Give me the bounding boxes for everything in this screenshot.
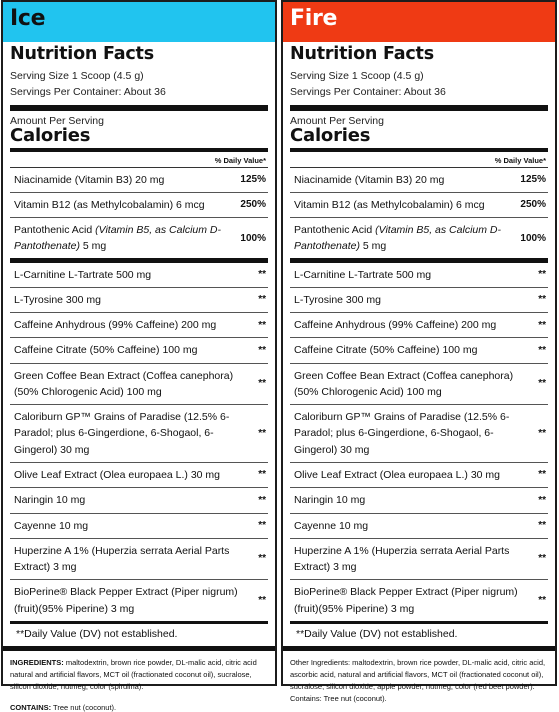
nutrient-name-italic: (Vitamin B5, as Calcium D-Pantothenate) — [294, 224, 501, 253]
daily-value: ** — [538, 319, 546, 331]
ingredient-name: L-Tyrosine 300 mg — [14, 293, 101, 306]
ingredient-row — [290, 539, 548, 581]
ingredient-rows — [290, 263, 548, 621]
ingredient-row — [10, 514, 268, 539]
ingredient-name: Green Coffee Bean Extract (Coffea canephora) (50% Chlorogenic Acid) 100 mg — [14, 369, 234, 398]
daily-value: ** — [538, 294, 546, 306]
daily-value: ** — [258, 427, 266, 439]
ingredient-row — [10, 288, 268, 313]
nutrient-name: Vitamin B12 (as Methylcobalamin) 6 mcg — [14, 198, 205, 211]
serving-info — [10, 68, 268, 101]
ingredient-row — [290, 364, 548, 406]
daily-value-header: % Daily Value* — [290, 152, 548, 168]
nutrient-name-amount: 5 mg — [79, 240, 107, 253]
daily-value: ** — [538, 427, 546, 439]
calories-heading: Calories — [290, 124, 371, 146]
fire-label-panel — [281, 0, 557, 703]
contains-label: CONTAINS: — [10, 702, 52, 712]
ingredient-row — [10, 539, 268, 581]
daily-value: 125% — [240, 173, 266, 185]
daily-value: 100% — [240, 232, 266, 244]
ingredients-text: Other Ingredients: maltodextrin, brown rice powder, DL-malic acid, citric acid, ascorbic acid, natural and artificial flavors, MCT oil (fractionated coconut oil), sucralose, silicon dioxide, apple powder, nutmeg, color (red beet powder). Contains: Tree nut (coconut). — [290, 657, 546, 703]
ingredient-row — [290, 580, 548, 621]
ingredient-row — [10, 463, 268, 488]
nutrient-name-plain: Pantothenic Acid — [294, 224, 376, 237]
nutrient-name — [294, 222, 520, 255]
daily-value: ** — [538, 494, 546, 506]
ingredient-row — [10, 313, 268, 338]
allergen-statement — [3, 703, 268, 712]
ingredient-row — [10, 580, 268, 621]
ingredient-row — [10, 488, 268, 513]
ingredient-name: BioPerine® Black Pepper Extract (Piper nigrum)(fruit)(95% Piperine) 3 mg — [294, 586, 518, 615]
ingredient-name: Caffeine Anhydrous (99% Caffeine) 200 mg — [294, 319, 497, 332]
ingredients-statement — [283, 646, 555, 705]
daily-value: ** — [258, 344, 266, 356]
serving-size: Serving Size 1 Scoop (4.5 g) — [290, 70, 424, 82]
ingredient-name: Caffeine Citrate (50% Caffeine) 100 mg — [294, 344, 478, 357]
daily-value: ** — [538, 268, 546, 280]
amount-per-serving: Amount Per Serving — [10, 114, 104, 127]
serving-size: Serving Size 1 Scoop (4.5 g) — [10, 70, 144, 82]
calories-heading: Calories — [10, 124, 91, 146]
nutrient-name — [14, 222, 240, 255]
vitamin-row — [290, 193, 548, 218]
ingredient-name: Caloriburn GP™ Grains of Paradise (12.5% 6-Paradol; plus 6-Gingerdione, 6-Shogaol, 6-Gingerol) 30 mg — [14, 411, 230, 456]
vitamin-row — [10, 218, 268, 258]
servings-per-container: Servings Per Container: About 36 — [290, 86, 446, 99]
daily-value: 250% — [520, 199, 546, 211]
ingredient-row — [10, 364, 268, 406]
daily-value: ** — [258, 594, 266, 606]
daily-value: ** — [538, 519, 546, 531]
dv-footnote: **Daily Value (DV) not established. — [16, 627, 178, 640]
ingredient-row — [290, 288, 548, 313]
ingredient-name: Cayenne 10 mg — [14, 519, 89, 532]
ingredient-row — [290, 263, 548, 288]
contains-text: Tree nut (coconut). — [51, 702, 117, 712]
daily-value: ** — [258, 553, 266, 565]
daily-value: 250% — [240, 199, 266, 211]
daily-value: ** — [538, 594, 546, 606]
daily-value: ** — [538, 469, 546, 481]
amount-per-serving: Amount Per Serving — [290, 114, 384, 127]
ingredient-name: Naringin 10 mg — [14, 494, 86, 507]
ingredients-statement — [3, 646, 275, 693]
daily-value: ** — [258, 294, 266, 306]
ingredient-row — [290, 463, 548, 488]
daily-value: 100% — [520, 232, 546, 244]
daily-value: ** — [258, 319, 266, 331]
ingredient-name: L-Tyrosine 300 mg — [294, 293, 381, 306]
ice-banner — [3, 2, 275, 42]
nutrient-name: Niacinamide (Vitamin B3) 20 mg — [294, 173, 445, 186]
thick-divider — [10, 105, 268, 111]
ingredient-name: Naringin 10 mg — [294, 494, 366, 507]
vitamin-row — [10, 168, 268, 193]
ingredients-label: INGREDIENTS: — [10, 657, 64, 667]
ingredient-name: Caffeine Citrate (50% Caffeine) 100 mg — [14, 344, 198, 357]
fire-banner-title: Fire — [290, 6, 338, 31]
ingredient-name: Olive Leaf Extract (Olea europaea L.) 30 mg — [294, 468, 501, 481]
ingredient-name: Olive Leaf Extract (Olea europaea L.) 30 mg — [14, 468, 221, 481]
nutrient-name-italic: (Vitamin B5, as Calcium D-Pantothenate) — [14, 224, 221, 253]
daily-value: ** — [258, 494, 266, 506]
vitamin-row — [10, 193, 268, 218]
daily-value: ** — [538, 553, 546, 565]
nutrient-name: Niacinamide (Vitamin B3) 20 mg — [14, 173, 165, 186]
thick-divider — [290, 105, 548, 111]
ingredient-rows — [10, 263, 268, 621]
ingredient-row — [290, 514, 548, 539]
daily-value: 125% — [520, 173, 546, 185]
servings-per-container: Servings Per Container: About 36 — [10, 86, 166, 99]
nutrition-facts-title: Nutrition Facts — [290, 44, 434, 64]
daily-value: ** — [258, 378, 266, 390]
ingredient-name: L-Carnitine L-Tartrate 500 mg — [14, 268, 152, 281]
dv-footnote: **Daily Value (DV) not established. — [296, 627, 458, 640]
ice-label-panel — [1, 0, 277, 712]
ice-banner-title: Ice — [10, 6, 46, 31]
daily-value: ** — [258, 469, 266, 481]
vitamin-row — [290, 168, 548, 193]
ingredient-name: Cayenne 10 mg — [294, 519, 369, 532]
ingredient-row — [290, 488, 548, 513]
ingredient-row — [10, 263, 268, 288]
nutrient-name: Vitamin B12 (as Methylcobalamin) 6 mcg — [294, 198, 485, 211]
ingredient-name: BioPerine® Black Pepper Extract (Piper nigrum)(fruit)(95% Piperine) 3 mg — [14, 586, 238, 615]
ingredient-name: L-Carnitine L-Tartrate 500 mg — [294, 268, 432, 281]
ingredient-name: Green Coffee Bean Extract (Coffea canephora) (50% Chlorogenic Acid) 100 mg — [294, 369, 514, 398]
fire-banner — [283, 2, 555, 42]
daily-value: ** — [258, 519, 266, 531]
daily-value: ** — [258, 268, 266, 280]
ingredient-row — [290, 405, 548, 463]
daily-value: ** — [538, 344, 546, 356]
ingredient-row — [290, 313, 548, 338]
ingredient-name: Caffeine Anhydrous (99% Caffeine) 200 mg — [14, 319, 217, 332]
ingredient-name: Caloriburn GP™ Grains of Paradise (12.5% 6-Paradol; plus 6-Gingerdione, 6-Shogaol, 6-Gingerol) 30 mg — [294, 411, 510, 456]
ingredient-row — [10, 338, 268, 363]
nutrient-name-plain: Pantothenic Acid — [14, 224, 96, 237]
vitamin-row — [290, 218, 548, 258]
ingredients-text: maltodextrin, brown rice powder, DL-malic acid, citric acid natural and artificial flavors, MCT oil (fractionated coconut oil), sucralose, silicon dioxide, nutmeg, color (spirulina). — [10, 657, 257, 691]
nutrition-facts-title: Nutrition Facts — [10, 44, 154, 64]
ingredient-name: Huperzine A 1% (Huperzia serrata Aerial Parts Extract) 3 mg — [294, 544, 510, 574]
ingredient-name: Huperzine A 1% (Huperzia serrata Aerial Parts Extract) 3 mg — [14, 544, 230, 574]
daily-value: ** — [538, 378, 546, 390]
ingredient-row — [10, 405, 268, 463]
ingredient-row — [290, 338, 548, 363]
nutrient-name-amount: 5 mg — [359, 240, 387, 253]
daily-value-header: % Daily Value* — [10, 152, 268, 168]
serving-info — [290, 68, 548, 101]
